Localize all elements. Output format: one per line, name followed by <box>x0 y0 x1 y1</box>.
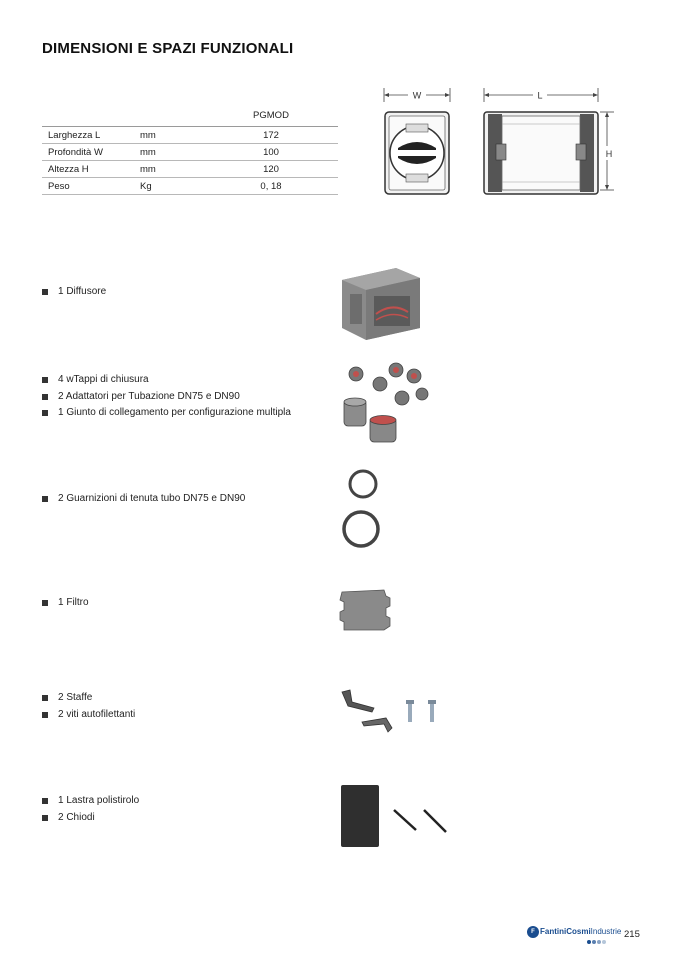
item-group-filter <box>42 595 89 612</box>
row-unit: Kg <box>140 178 198 195</box>
list-item: 2 Staffe <box>42 690 135 707</box>
item-group-brackets <box>42 690 135 723</box>
item-group-polystyrene <box>42 793 139 826</box>
filter-image <box>338 586 394 634</box>
table-row <box>42 161 338 178</box>
length-label: L <box>537 90 543 101</box>
dimensions-table <box>42 104 338 195</box>
item-group-gaskets <box>42 491 245 508</box>
list-item: 1 Diffusore <box>42 284 106 301</box>
bullet-icon <box>42 600 48 606</box>
brand-logo: F FantiniCosmiIndustrie <box>527 926 621 938</box>
list-item: 1 Giunto di collegamento per configurazione multipla <box>42 405 291 422</box>
polystyrene-nails-image <box>338 782 450 850</box>
item-group-diffuser <box>42 284 106 301</box>
bullet-icon <box>42 712 48 718</box>
table-row <box>42 178 338 195</box>
bullet-icon <box>42 815 48 821</box>
logo-dots <box>586 939 606 945</box>
table-row <box>42 144 338 161</box>
row-label: Peso <box>42 178 140 195</box>
row-value: 0, 18 <box>198 178 338 195</box>
width-label: W <box>412 90 422 101</box>
list-item: 4 wTappi di chiusura <box>42 372 291 389</box>
row-value: 100 <box>198 144 338 161</box>
row-label: Altezza H <box>42 161 140 178</box>
bullet-icon <box>42 695 48 701</box>
table-row <box>42 127 338 144</box>
row-value: 120 <box>198 161 338 178</box>
technical-drawing <box>378 86 618 198</box>
diffuser-image <box>336 262 424 344</box>
gaskets-image <box>338 466 386 552</box>
item-group-caps <box>42 372 291 422</box>
list-item: 2 Guarnizioni di tenuta tubo DN75 e DN90 <box>42 491 245 508</box>
list-item: 2 Chiodi <box>42 810 139 827</box>
list-item: 2 viti autofilettanti <box>42 707 135 724</box>
row-unit: mm <box>140 127 198 144</box>
bullet-icon <box>42 798 48 804</box>
list-item: 1 Lastra polistirolo <box>42 793 139 810</box>
row-unit: mm <box>140 161 198 178</box>
row-unit: mm <box>140 144 198 161</box>
bullet-icon <box>42 394 48 400</box>
brackets-screws-image <box>336 684 440 736</box>
list-item: 2 Adattatori per Tubazione DN75 e DN90 <box>42 389 291 406</box>
bullet-icon <box>42 410 48 416</box>
bullet-icon <box>42 377 48 383</box>
list-item: 1 Filtro <box>42 595 89 612</box>
bullet-icon <box>42 496 48 502</box>
row-label: Profondità W <box>42 144 140 161</box>
model-header: PGMOD <box>198 104 338 127</box>
table-header-row <box>42 104 338 127</box>
bullet-icon <box>42 289 48 295</box>
caps-adapters-image <box>338 356 430 448</box>
logo-mark: F <box>527 926 539 938</box>
page-number: 215 <box>624 929 640 940</box>
height-label: H <box>605 149 613 159</box>
row-label: Larghezza L <box>42 127 140 144</box>
row-value: 172 <box>198 127 338 144</box>
page-title: DIMENSIONI E SPAZI FUNZIONALI <box>42 40 294 57</box>
